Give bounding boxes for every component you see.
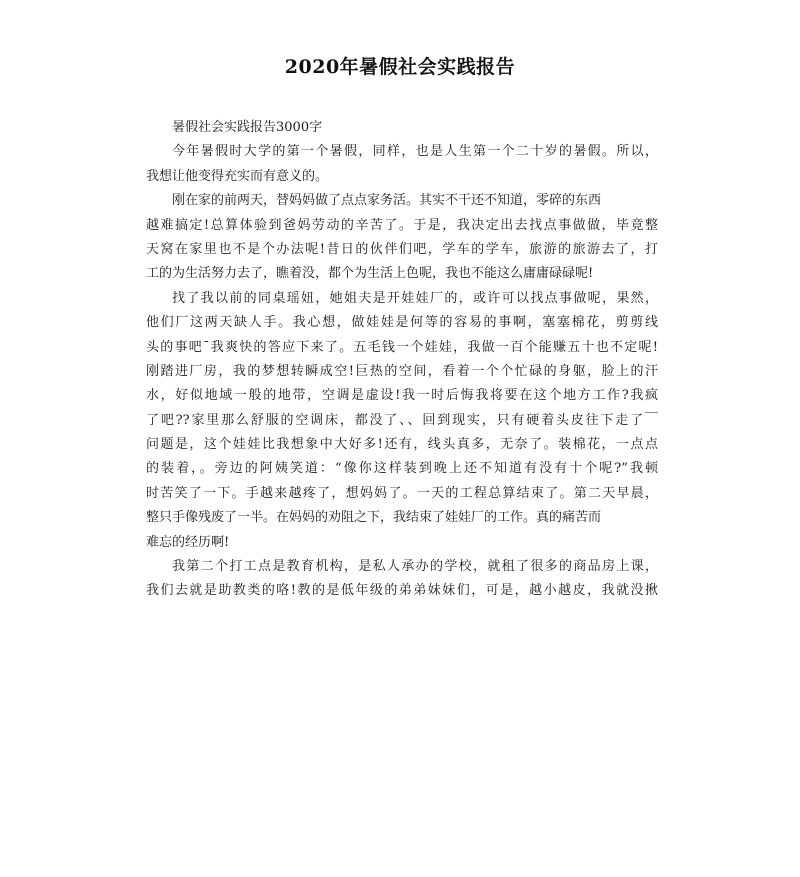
document-title: 2020年暑假社会实践报告	[284, 56, 516, 78]
paragraph-line: 他们厂这两天缺人手。我心想，做娃娃是何等的容易的事啊，塞塞棉花，剪剪线	[146, 315, 658, 331]
paragraph-line: 我第二个打工点是教育机构，是私人承办的学校，就租了很多的商品房上课，	[172, 559, 658, 575]
paragraph-line: 越难搞定!总算体验到爸妈劳动的辛苦了。于是，我决定出去找点事做做，毕竟整	[146, 217, 658, 233]
paragraph-line: 我们去就是助教类的咯!教的是低年级的弟弟妹妹们，可是，越小越皮，我就没揪	[146, 583, 658, 599]
paragraph-line: 天窝在家里也不是个办法呢!昔日的伙伴们吧，学车的学车，旅游的旅游去了，打	[146, 241, 658, 257]
paragraph-line: 的装着，。旁边的阿姨笑道：“像你这样装到晚上还不知道有没有十个呢?”我顿	[146, 461, 658, 477]
paragraph-line: 头的事吧¯我爽快的答应下来了。五毛钱一个娃娃，我做一百个能赚五十也不定呢!	[146, 339, 658, 355]
paragraph-line: 了吧??家里那么舒服的空调床，都没了、、回到现实，只有硬着头皮往下走了￣	[146, 412, 658, 428]
paragraph-line: 整只手像残废了一半。在妈妈的劝阻之下，我结束了娃娃厂的工作。真的痛苦而	[146, 510, 602, 526]
paragraph-line: 工的为生活努力去了，瞧着没，都个为生活上色呢，我也不能这么庸庸碌碌呢!	[146, 266, 594, 282]
paragraph-line: 找了我以前的同桌瑶妞，她姐夫是开娃娃厂的，或许可以找点事做呢，果然，	[172, 290, 658, 306]
paragraph-line: 刚在家的前两天，替妈妈做了点点家务活。其实不干还不知道，零碎的东西	[172, 193, 602, 209]
paragraph-line: 我想让他变得充实而有意义的。	[146, 168, 329, 184]
paragraph-line: 暑假社会实践报告3000字	[172, 120, 323, 135]
paragraph-line: 刚踏进厂房，我的梦想转瞬成空!巨热的空间，看着一个个忙碌的身躯，脸上的汗	[146, 363, 658, 379]
paragraph-line: 时苦笑了一下。手越来越疼了，想妈妈了。一天的工程总算结束了。第二天早晨，	[146, 485, 658, 501]
paragraph-line: 难忘的经历啊!	[146, 534, 230, 550]
document-body	[146, 116, 658, 604]
paragraph-line: 水，好似地域一般的地带，空调是虚设!我一时后悔我将要在这个地方工作?我疯	[146, 388, 658, 404]
paragraph-line: 问题是，这个娃娃比我想象中大好多!还有，线头真多，无奈了。装棉花，一点点	[146, 437, 658, 453]
paragraph-line: 今年暑假时大学的第一个暑假，同样，也是人生第一个二十岁的暑假。所以，	[172, 144, 658, 160]
